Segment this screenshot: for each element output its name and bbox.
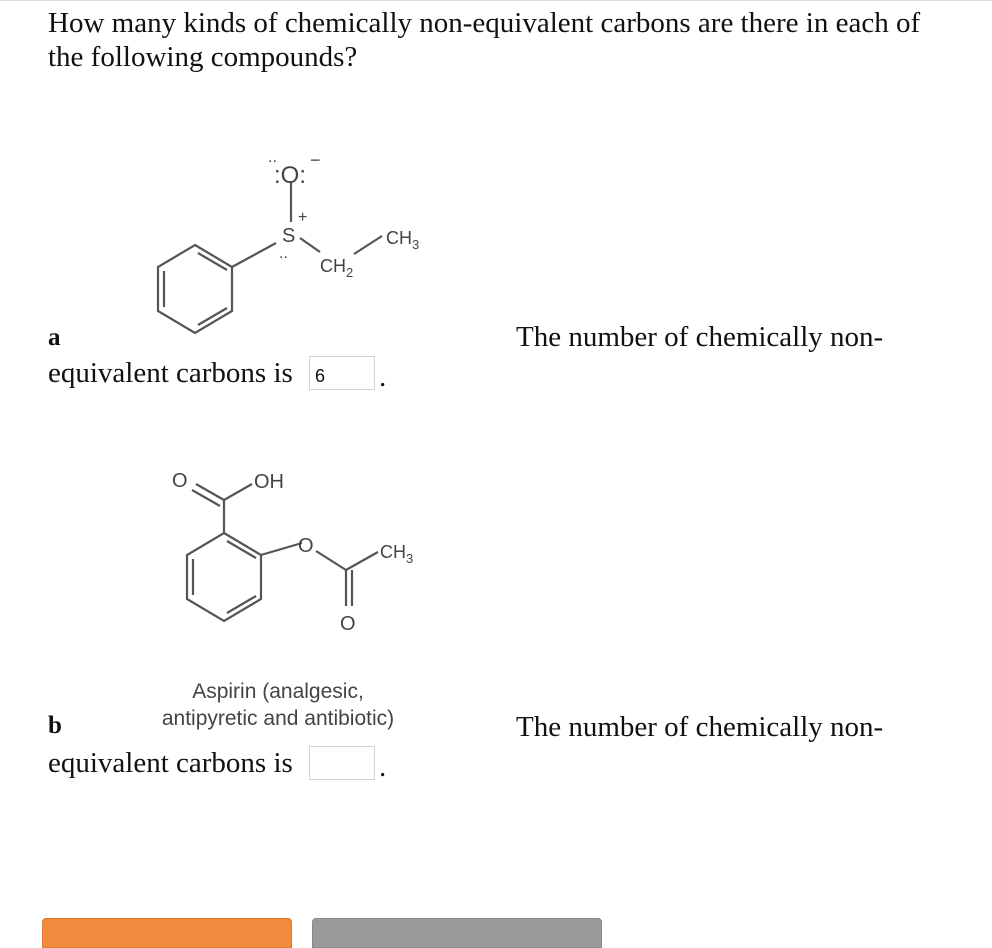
benzene-ring bbox=[158, 245, 232, 333]
part-b-period: . bbox=[379, 751, 387, 783]
svg-text:..: .. bbox=[268, 149, 277, 166]
part-b-answer-input[interactable] bbox=[309, 746, 375, 780]
part-b-prefix: equivalent carbons is bbox=[48, 747, 293, 779]
hydroxyl-label: OH bbox=[254, 471, 284, 493]
aspirin-caption-line2: antipyretic and antibiotic) bbox=[161, 707, 395, 730]
carbonyl-oxygen-label: O bbox=[172, 470, 188, 492]
part-b-letter: b bbox=[48, 712, 62, 739]
charge-plus-label: + bbox=[298, 209, 308, 226]
part-a-letter: a bbox=[48, 324, 61, 351]
submit-button[interactable] bbox=[42, 918, 292, 948]
top-divider bbox=[0, 0, 992, 1]
aspirin-caption-line1: Aspirin (analgesic, bbox=[192, 680, 364, 703]
ester-oxygen-label: O bbox=[298, 535, 314, 557]
part-a-answer-input[interactable] bbox=[309, 356, 375, 390]
aspirin-benzene-ring bbox=[187, 533, 261, 621]
part-a-lead: The number of chemically non- bbox=[516, 321, 884, 353]
methyl-label: $CH_3$ bbox=[380, 542, 414, 566]
structure-a bbox=[140, 140, 460, 345]
part-b-lead: The number of chemically non- bbox=[516, 711, 884, 743]
part-a-period: . bbox=[379, 361, 387, 393]
ch2-label: $CH_2$ bbox=[320, 256, 354, 280]
structure-b bbox=[140, 460, 460, 735]
svg-text:..: .. bbox=[279, 245, 288, 262]
question-text: How many kinds of chemically non-equivalent carbons are there in each of the following compounds? bbox=[48, 7, 921, 73]
charge-minus-label: − bbox=[310, 150, 321, 170]
secondary-button[interactable] bbox=[312, 918, 602, 948]
ch3-label: $CH_3$ bbox=[386, 228, 420, 252]
sulfur-label: S bbox=[282, 225, 296, 247]
part-a-prefix: equivalent carbons is bbox=[48, 357, 293, 389]
ketone-oxygen-label: O bbox=[340, 613, 356, 635]
oxygen-label: :O: bbox=[274, 162, 307, 189]
